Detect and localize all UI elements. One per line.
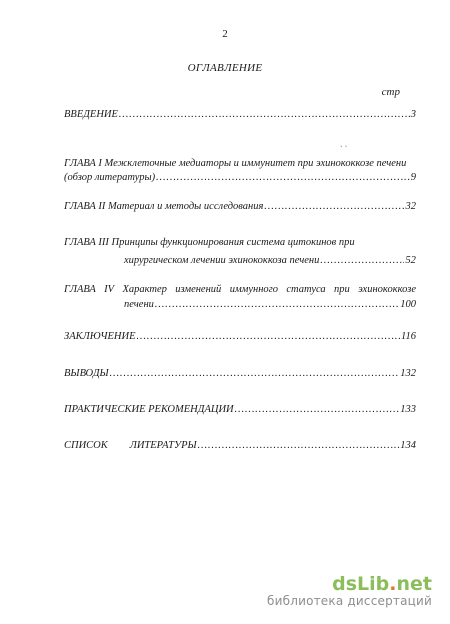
toc-entry-introduction[interactable]: [64, 108, 416, 122]
toc-entry-chapter-3[interactable]: [64, 236, 416, 268]
toc-entry-title: ГЛАВА I Межклеточные медиаторы и иммунитет при эхинококкозе печени: [64, 158, 407, 169]
watermark-logo-main: dsLib: [332, 573, 390, 595]
toc-word: статуса: [286, 284, 326, 295]
toc-entry-conclusion[interactable]: [64, 330, 416, 344]
toc-entry-title-part2: ЛИТЕРАТУРЫ: [129, 440, 197, 451]
toc-word: Характер: [122, 284, 167, 295]
site-watermark: [267, 574, 432, 608]
leader-dots: [110, 367, 400, 381]
toc-entry-title-continued: (обзор литературы): [64, 172, 156, 183]
toc-entry-title: ПРАКТИЧЕСКИЕ РЕКОМЕНДАЦИИ: [64, 404, 234, 415]
toc-entry-references[interactable]: [64, 439, 416, 453]
toc-word: IV: [104, 284, 115, 295]
leader-dots: [119, 108, 410, 122]
toc-entry-title: ЗАКЛЮЧЕНИЕ: [64, 331, 136, 342]
leader-dots: [198, 439, 400, 453]
watermark-logo: [267, 574, 432, 594]
toc-entry-title: ВВЕДЕНИЕ: [64, 109, 118, 120]
toc-word: ГЛАВА: [64, 284, 96, 295]
toc-entry-title: СПИСОК: [64, 440, 108, 451]
toc-entry-title: [64, 283, 416, 297]
watermark-subtitle: библиотека диссертаций: [267, 594, 432, 608]
toc-entry-title: ГЛАВА III Принципы функционирования система цитокинов при: [64, 237, 355, 248]
toc-word: изменений: [175, 284, 222, 295]
toc-word: при: [334, 284, 350, 295]
toc-entry-page: 134: [400, 440, 416, 451]
toc-entry-page: 100: [400, 299, 416, 310]
toc-word: эхинококкозе: [358, 284, 416, 295]
toc-entry-chapter-4[interactable]: [64, 283, 416, 312]
toc-entry-page: 132: [400, 368, 416, 379]
toc-entry-title: ВЫВОДЫ: [64, 368, 109, 379]
toc-entry-page: 3: [410, 109, 416, 120]
watermark-logo-dot: .: [389, 573, 397, 595]
toc-entry-page: 52: [405, 255, 416, 266]
leader-dots: [156, 171, 410, 185]
page-column-header: стр: [381, 86, 400, 98]
leader-dots: [320, 254, 404, 268]
leader-dots: [137, 330, 401, 344]
toc-entry-page: 9: [410, 172, 416, 183]
toc-entry-chapter-2[interactable]: [64, 200, 416, 214]
toc-entry-page: 133: [400, 404, 416, 415]
toc-entry-findings[interactable]: [64, 367, 416, 381]
toc-entry-title-continued: хирургическом лечении эхинококкоза печени: [124, 255, 320, 266]
toc-entry-title-continued: печени: [124, 299, 154, 310]
toc-entry-title: ГЛАВА II Материал и методы исследования: [64, 201, 264, 212]
page-number: 2: [222, 28, 228, 40]
leader-dots: [264, 200, 404, 214]
toc-title: ОГЛАВЛЕНИЕ: [187, 62, 263, 74]
leader-dots: [155, 298, 399, 312]
toc-entry-chapter-1[interactable]: [64, 157, 416, 185]
scan-artifact: ˎ ˏ: [340, 138, 348, 147]
toc-entry-page: 32: [405, 201, 416, 212]
toc-entry-page: 116: [401, 331, 416, 342]
toc-word: иммунного: [229, 284, 279, 295]
toc-entry-recommendations[interactable]: [64, 403, 416, 417]
leader-dots: [235, 403, 400, 417]
watermark-logo-tld: net: [396, 573, 432, 595]
